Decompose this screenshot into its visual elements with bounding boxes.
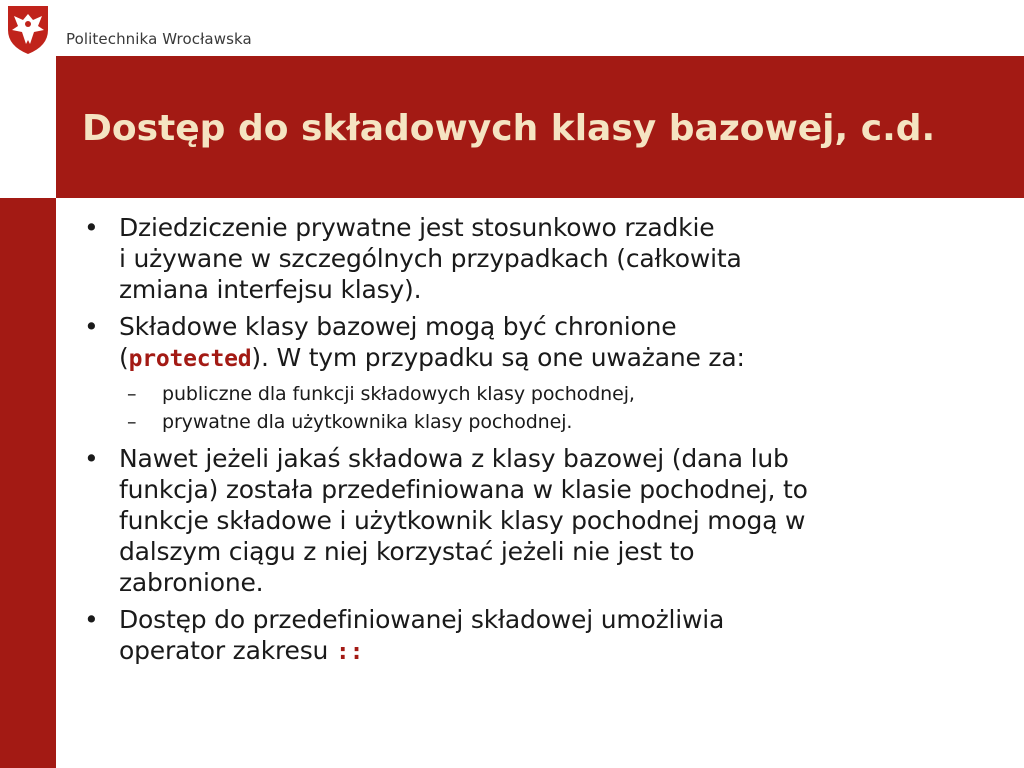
bullet-item-3 [84,443,1004,598]
dash-icon: – [127,411,137,433]
slide-title: Dostęp do składowych klasy bazowej, c.d. [82,108,936,149]
bullet-icon: • [84,444,99,473]
sub-item-text: prywatne dla użytkownika klasy pochodnej. [162,411,573,433]
bullet-text-line: Nawet jeżeli jakaś składowa z klasy bazowej (dana lub [119,444,789,473]
bullet-text-line: Składowe klasy bazowej mogą być chronione [119,312,677,341]
bullet-text-line: zabronione. [119,568,264,597]
bullet-text-line: dalszym ciągu z niej korzystać jeżeli nie jest to [119,537,695,566]
left-accent-bar [0,198,56,768]
slide-content [84,212,1004,674]
bullet-item-4 [84,604,1004,668]
eagle-logo-icon [0,0,56,56]
sub-item-text: publiczne dla funkcji składowych klasy pochodnej, [162,383,635,405]
bullet-text-line: funkcje składowe i użytkownik klasy pochodnej mogą w [119,506,806,535]
bullet-text-line: i używane w szczególnych przypadkach (całkowita [119,244,742,273]
dash-icon: – [127,383,137,405]
bullet-text-line: Dostęp do przedefiniowanej składowej umożliwia [119,605,725,634]
text-fragment: operator zakresu [119,636,336,665]
bullet-text-line: Dziedziczenie prywatne jest stosunkowo rzadkie [119,213,715,242]
text-fragment: ( [119,343,129,372]
bullet-text-line [119,342,1004,375]
bullet-icon: • [84,312,99,341]
bullet-text-line: funkcja) została przedefiniowana w klasie pochodnej, to [119,475,808,504]
bullet-text-line [119,635,1004,668]
code-operator: :: [335,639,364,665]
sub-item-1 [84,379,1004,409]
bullet-item-1 [84,212,1004,305]
code-keyword: protected [128,346,252,372]
text-fragment: ). W tym przypadku są one uważane za: [251,343,745,372]
bullet-text-line: zmiana interfejsu klasy). [119,275,422,304]
institution-name: Politechnika Wrocławska [66,30,252,48]
bullet-icon: • [84,605,99,634]
bullet-icon: • [84,213,99,242]
bullet-item-2 [84,311,1004,375]
sub-item-2 [84,407,1004,437]
